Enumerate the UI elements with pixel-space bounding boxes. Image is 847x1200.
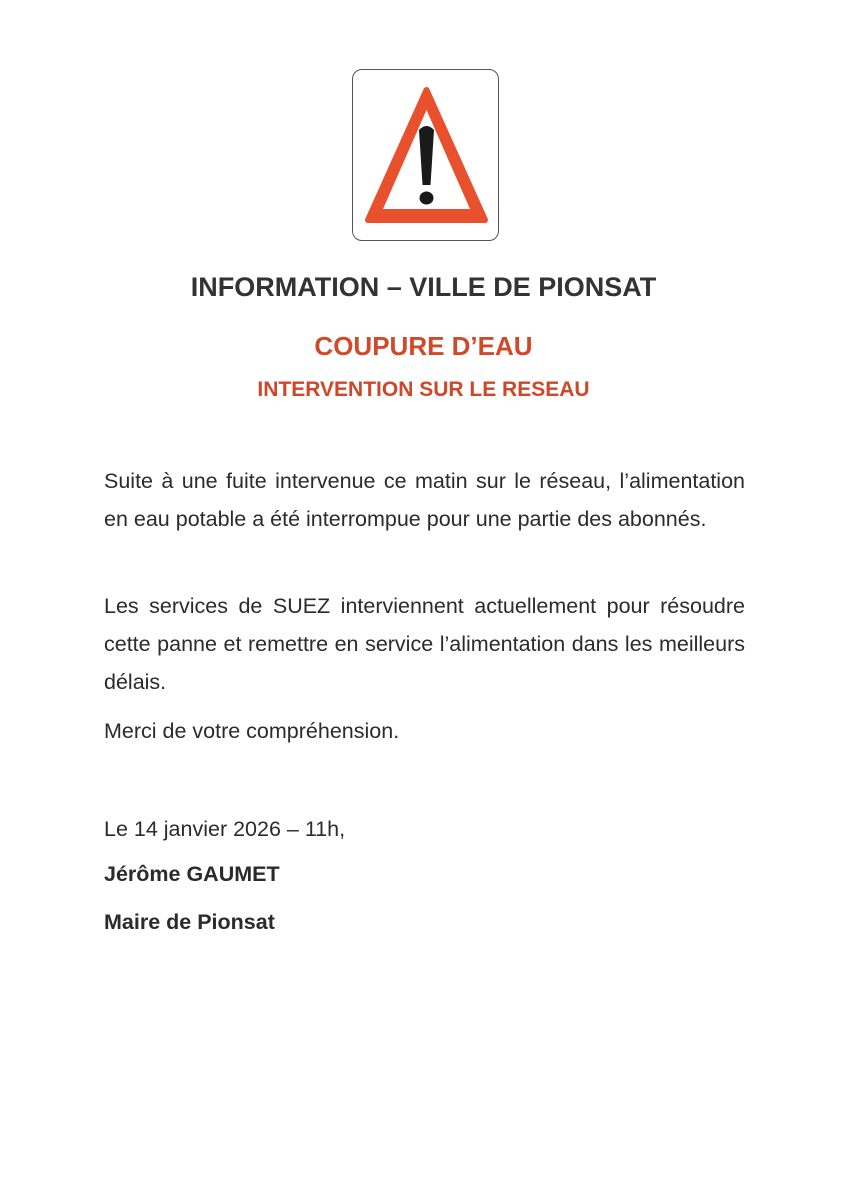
- headline: COUPURE D’EAU: [314, 331, 533, 361]
- signer-title: Maire de Pionsat: [104, 910, 275, 934]
- warning-triangle-icon: [353, 70, 500, 242]
- signature-date: Le 14 janvier 2026 – 11h,: [104, 817, 346, 841]
- exclamation-dot: [420, 192, 434, 205]
- paragraph-suez-intervention: Les services de SUEZ interviennent actuellement pour résoudre cette panne et remettre en service l’alimentation dans les meilleurs délais.: [104, 594, 745, 694]
- signer-name: Jérôme GAUMET: [104, 862, 280, 886]
- paragraph-thanks: Merci de votre compréhension.: [104, 719, 400, 743]
- info-title: INFORMATION – VILLE DE PIONSAT: [190, 272, 657, 302]
- paragraph-leak-notice: Suite à une fuite intervenue ce matin sur le réseau, l’alimentation en eau potable a été interrompue pour une partie des abonnés.: [104, 469, 745, 531]
- subheadline: INTERVENTION SUR LE RESEAU: [257, 378, 590, 401]
- warning-sign-frame: [352, 69, 499, 241]
